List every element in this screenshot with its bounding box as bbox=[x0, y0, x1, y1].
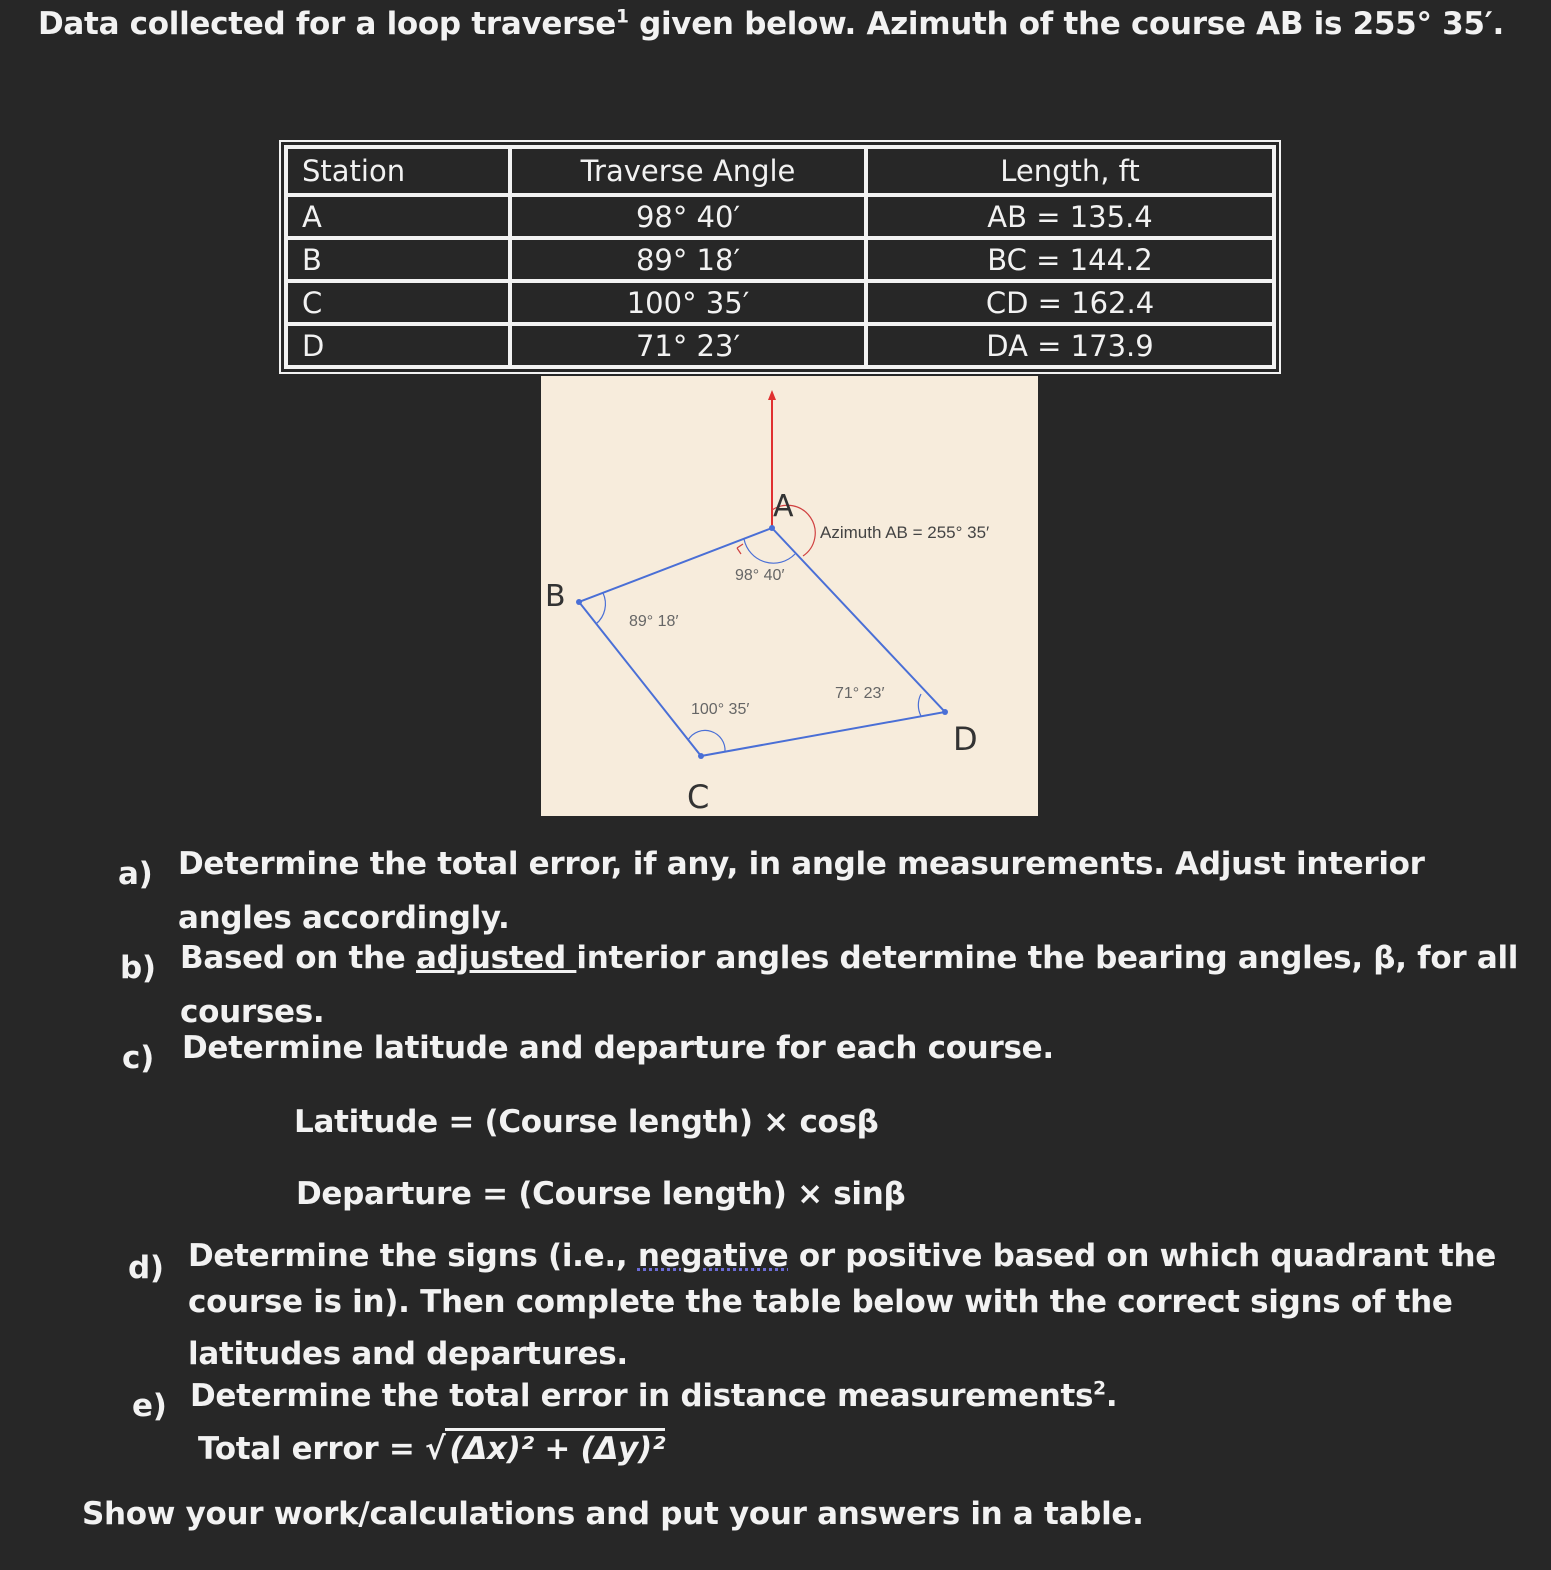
latitude-formula: Latitude = (Course length) × cosβ bbox=[294, 1104, 879, 1140]
question-e-line1 bbox=[190, 1378, 1117, 1414]
length-cell: AB = 135.4 bbox=[866, 195, 1274, 238]
angle-cell: 71° 23′ bbox=[510, 324, 866, 367]
label-c: C bbox=[687, 778, 710, 816]
departure-formula: Departure = (Course length) × sinβ bbox=[296, 1176, 906, 1212]
question-c-marker: c) bbox=[122, 1040, 154, 1076]
north-arrow-icon bbox=[768, 390, 776, 400]
table-header-row bbox=[286, 147, 1274, 195]
question-d-line2: course is in). Then complete the table below with the correct signs of the bbox=[188, 1284, 1453, 1320]
angle-c-arc bbox=[688, 730, 725, 752]
question-b-pre: Based on the bbox=[180, 940, 416, 976]
question-b-line1 bbox=[180, 940, 1518, 976]
table-row bbox=[286, 281, 1274, 324]
adjusted-word: adjusted bbox=[415, 940, 577, 976]
station-b-point bbox=[576, 599, 582, 605]
header-station: Station bbox=[286, 147, 510, 195]
angle-a-label: 98° 40′ bbox=[735, 567, 785, 584]
angle-c-label: 100° 35′ bbox=[691, 701, 750, 718]
question-b-post: interior angles determine the bearing angles, β, for all bbox=[576, 940, 1519, 976]
traverse-polygon bbox=[579, 528, 945, 756]
angle-d-arc bbox=[918, 694, 921, 716]
question-a-line1: Determine the total error, if any, in angle measurements. Adjust interior bbox=[178, 846, 1425, 882]
negative-word: negative bbox=[637, 1238, 789, 1274]
question-b-marker: b) bbox=[120, 950, 156, 986]
question-c-line1: Determine latitude and departure for each course. bbox=[182, 1030, 1054, 1066]
length-cell: CD = 162.4 bbox=[866, 281, 1274, 324]
table-row bbox=[286, 195, 1274, 238]
length-cell: BC = 144.2 bbox=[866, 238, 1274, 281]
question-e-text: Determine the total error in distance measurements bbox=[190, 1378, 1094, 1414]
page-title bbox=[38, 6, 1504, 42]
angle-cell: 100° 35′ bbox=[510, 281, 866, 324]
question-b-line2: courses. bbox=[180, 994, 325, 1030]
sqrt-expression bbox=[425, 1428, 665, 1467]
station-c-point bbox=[698, 753, 704, 759]
angle-d-label: 71° 23′ bbox=[835, 685, 885, 702]
question-e-marker: e) bbox=[132, 1388, 167, 1424]
arc-arrowhead bbox=[737, 544, 743, 554]
title-footnote: 1 bbox=[615, 6, 629, 28]
angle-a-arc bbox=[744, 539, 795, 563]
label-d: D bbox=[953, 720, 978, 758]
question-d-pre: Determine the signs (i.e., bbox=[188, 1238, 638, 1274]
angle-cell: 89° 18′ bbox=[510, 238, 866, 281]
station-cell: A bbox=[286, 195, 510, 238]
station-cell: B bbox=[286, 238, 510, 281]
sqrt-icon: √ bbox=[425, 1431, 446, 1467]
table-row bbox=[286, 324, 1274, 367]
angle-b-label: 89° 18′ bbox=[629, 613, 679, 630]
question-e-period: . bbox=[1105, 1378, 1118, 1414]
question-d-marker: d) bbox=[128, 1250, 164, 1286]
question-d-line1 bbox=[188, 1238, 1496, 1274]
label-b: B bbox=[545, 579, 566, 614]
question-d-post: or positive based on which quadrant the bbox=[788, 1238, 1497, 1274]
station-cell: C bbox=[286, 281, 510, 324]
question-a-line2: angles accordingly. bbox=[178, 900, 510, 936]
azimuth-label: Azimuth AB = 255° 35′ bbox=[820, 523, 990, 542]
total-error-label: Total error = bbox=[198, 1431, 426, 1467]
traverse-diagram bbox=[541, 376, 1038, 816]
traverse-figure bbox=[541, 376, 1038, 816]
question-e-footnote: 2 bbox=[1093, 1378, 1106, 1400]
total-error-formula bbox=[198, 1428, 665, 1467]
title-text-end: given below. Azimuth of the course AB is 255° 35′. bbox=[628, 6, 1505, 42]
station-cell: D bbox=[286, 324, 510, 367]
station-d-point bbox=[942, 709, 948, 715]
angle-cell: 98° 40′ bbox=[510, 195, 866, 238]
question-a-marker: a) bbox=[118, 856, 153, 892]
header-traverse-angle: Traverse Angle bbox=[510, 147, 866, 195]
station-a-point bbox=[769, 525, 775, 531]
table-row bbox=[286, 238, 1274, 281]
title-text: Data collected for a loop traverse bbox=[38, 6, 616, 42]
label-a: A bbox=[773, 489, 794, 524]
angle-b-arc bbox=[596, 593, 605, 624]
header-length: Length, ft bbox=[866, 147, 1274, 195]
traverse-data-table bbox=[284, 145, 1276, 369]
closing-instruction: Show your work/calculations and put your answers in a table. bbox=[82, 1496, 1144, 1532]
length-cell: DA = 173.9 bbox=[866, 324, 1274, 367]
total-error-expr: (Δx)² + (Δy)² bbox=[445, 1428, 665, 1467]
question-d-line3: latitudes and departures. bbox=[188, 1336, 628, 1372]
